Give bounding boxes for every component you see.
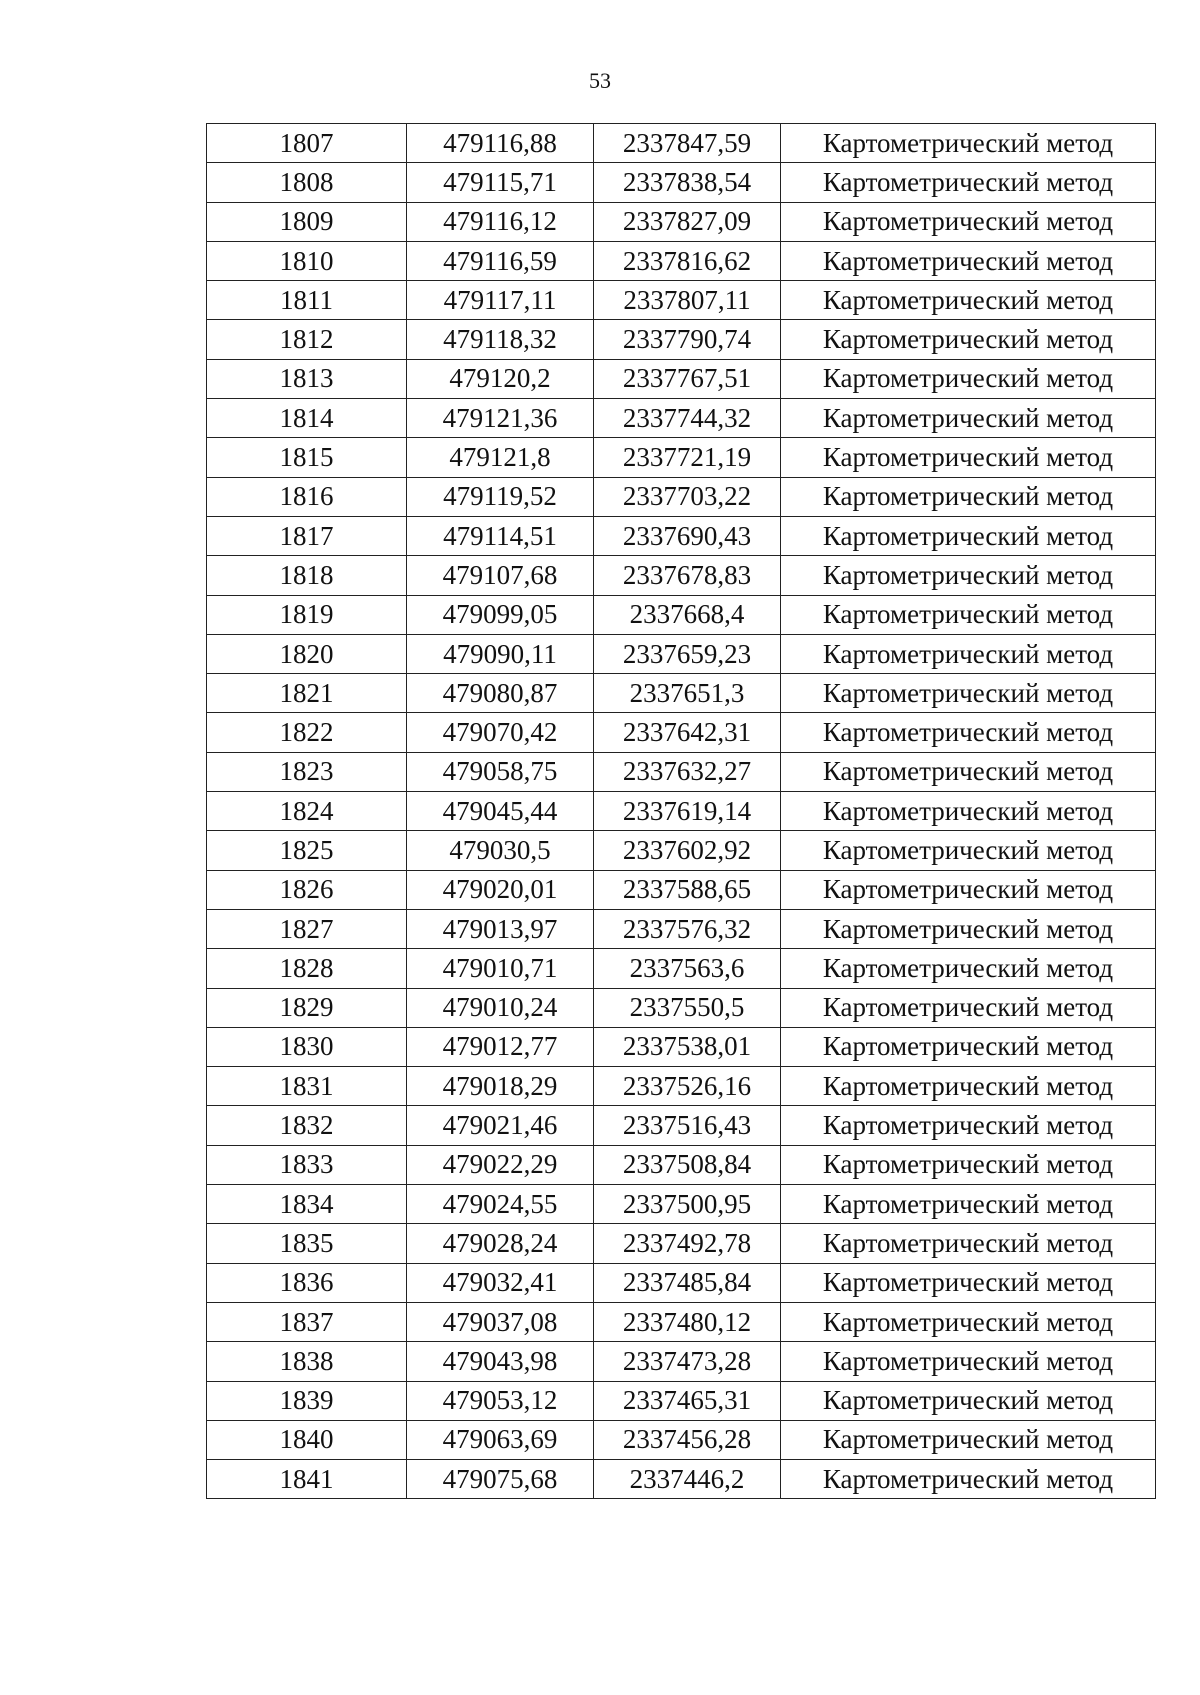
table-row [207,634,1156,673]
method-cell: Картометрический метод [781,831,1156,870]
point-number-cell: 1807 [207,124,407,163]
table-row [207,399,1156,438]
x-coordinate-cell: 479037,08 [407,1302,594,1341]
y-coordinate-cell: 2337632,27 [594,752,781,791]
x-coordinate-cell: 479119,52 [407,477,594,516]
table-row [207,320,1156,359]
x-coordinate-cell: 479021,46 [407,1106,594,1145]
method-cell: Картометрический метод [781,1263,1156,1302]
y-coordinate-cell: 2337659,23 [594,634,781,673]
x-coordinate-cell: 479012,77 [407,1027,594,1066]
table-row [207,909,1156,948]
y-coordinate-cell: 2337642,31 [594,713,781,752]
x-coordinate-cell: 479028,24 [407,1224,594,1263]
point-number-cell: 1831 [207,1067,407,1106]
table-row [207,241,1156,280]
method-cell: Картометрический метод [781,949,1156,988]
point-number-cell: 1826 [207,870,407,909]
x-coordinate-cell: 479022,29 [407,1145,594,1184]
method-cell: Картометрический метод [781,1420,1156,1459]
table-row [207,556,1156,595]
method-cell: Картометрический метод [781,320,1156,359]
method-cell: Картометрический метод [781,399,1156,438]
y-coordinate-cell: 2337668,4 [594,595,781,634]
point-number-cell: 1813 [207,359,407,398]
x-coordinate-cell: 479058,75 [407,752,594,791]
table-row [207,870,1156,909]
method-cell: Картометрический метод [781,1224,1156,1263]
table-row [207,477,1156,516]
x-coordinate-cell: 479080,87 [407,674,594,713]
y-coordinate-cell: 2337492,78 [594,1224,781,1263]
point-number-cell: 1839 [207,1381,407,1420]
method-cell: Картометрический метод [781,595,1156,634]
table-row [207,1460,1156,1499]
table-row [207,438,1156,477]
table-row [207,1185,1156,1224]
y-coordinate-cell: 2337446,2 [594,1460,781,1499]
method-cell: Картометрический метод [781,792,1156,831]
point-number-cell: 1832 [207,1106,407,1145]
point-number-cell: 1841 [207,1460,407,1499]
point-number-cell: 1808 [207,163,407,202]
table-row [207,1027,1156,1066]
method-cell: Картометрический метод [781,1381,1156,1420]
x-coordinate-cell: 479030,5 [407,831,594,870]
x-coordinate-cell: 479020,01 [407,870,594,909]
point-number-cell: 1819 [207,595,407,634]
method-cell: Картометрический метод [781,516,1156,555]
table-row [207,1145,1156,1184]
y-coordinate-cell: 2337619,14 [594,792,781,831]
table-row [207,1302,1156,1341]
y-coordinate-cell: 2337807,11 [594,281,781,320]
coordinates-table-body [207,124,1156,1499]
y-coordinate-cell: 2337480,12 [594,1302,781,1341]
y-coordinate-cell: 2337602,92 [594,831,781,870]
method-cell: Картометрический метод [781,1027,1156,1066]
x-coordinate-cell: 479090,11 [407,634,594,673]
y-coordinate-cell: 2337838,54 [594,163,781,202]
point-number-cell: 1809 [207,202,407,241]
x-coordinate-cell: 479121,8 [407,438,594,477]
method-cell: Картометрический метод [781,1145,1156,1184]
point-number-cell: 1816 [207,477,407,516]
x-coordinate-cell: 479118,32 [407,320,594,359]
x-coordinate-cell: 479075,68 [407,1460,594,1499]
point-number-cell: 1822 [207,713,407,752]
point-number-cell: 1812 [207,320,407,359]
method-cell: Картометрический метод [781,163,1156,202]
method-cell: Картометрический метод [781,477,1156,516]
table-row [207,988,1156,1027]
table-row [207,752,1156,791]
y-coordinate-cell: 2337538,01 [594,1027,781,1066]
x-coordinate-cell: 479010,24 [407,988,594,1027]
y-coordinate-cell: 2337703,22 [594,477,781,516]
method-cell: Картометрический метод [781,124,1156,163]
y-coordinate-cell: 2337767,51 [594,359,781,398]
table-row [207,949,1156,988]
y-coordinate-cell: 2337485,84 [594,1263,781,1302]
table-row [207,713,1156,752]
method-cell: Картометрический метод [781,674,1156,713]
table-row [207,1381,1156,1420]
table-row [207,202,1156,241]
point-number-cell: 1840 [207,1420,407,1459]
point-number-cell: 1820 [207,634,407,673]
y-coordinate-cell: 2337526,16 [594,1067,781,1106]
table-row [207,281,1156,320]
point-number-cell: 1817 [207,516,407,555]
table-row [207,1263,1156,1302]
table-row [207,1342,1156,1381]
point-number-cell: 1830 [207,1027,407,1066]
x-coordinate-cell: 479032,41 [407,1263,594,1302]
table-row [207,1106,1156,1145]
x-coordinate-cell: 479117,11 [407,281,594,320]
point-number-cell: 1810 [207,241,407,280]
method-cell: Картометрический метод [781,1106,1156,1145]
x-coordinate-cell: 479043,98 [407,1342,594,1381]
point-number-cell: 1833 [207,1145,407,1184]
x-coordinate-cell: 479010,71 [407,949,594,988]
point-number-cell: 1829 [207,988,407,1027]
y-coordinate-cell: 2337744,32 [594,399,781,438]
x-coordinate-cell: 479114,51 [407,516,594,555]
method-cell: Картометрический метод [781,556,1156,595]
point-number-cell: 1836 [207,1263,407,1302]
x-coordinate-cell: 479063,69 [407,1420,594,1459]
method-cell: Картометрический метод [781,359,1156,398]
method-cell: Картометрический метод [781,1067,1156,1106]
y-coordinate-cell: 2337508,84 [594,1145,781,1184]
x-coordinate-cell: 479070,42 [407,713,594,752]
method-cell: Картометрический метод [781,241,1156,280]
method-cell: Картометрический метод [781,1302,1156,1341]
x-coordinate-cell: 479120,2 [407,359,594,398]
table-row [207,595,1156,634]
x-coordinate-cell: 479121,36 [407,399,594,438]
method-cell: Картометрический метод [781,909,1156,948]
method-cell: Картометрический метод [781,202,1156,241]
x-coordinate-cell: 479099,05 [407,595,594,634]
x-coordinate-cell: 479053,12 [407,1381,594,1420]
x-coordinate-cell: 479018,29 [407,1067,594,1106]
method-cell: Картометрический метод [781,988,1156,1027]
method-cell: Картометрический метод [781,438,1156,477]
y-coordinate-cell: 2337678,83 [594,556,781,595]
x-coordinate-cell: 479107,68 [407,556,594,595]
x-coordinate-cell: 479024,55 [407,1185,594,1224]
method-cell: Картометрический метод [781,634,1156,673]
point-number-cell: 1823 [207,752,407,791]
y-coordinate-cell: 2337563,6 [594,949,781,988]
method-cell: Картометрический метод [781,870,1156,909]
y-coordinate-cell: 2337456,28 [594,1420,781,1459]
table-row [207,792,1156,831]
point-number-cell: 1828 [207,949,407,988]
point-number-cell: 1838 [207,1342,407,1381]
x-coordinate-cell: 479116,88 [407,124,594,163]
y-coordinate-cell: 2337550,5 [594,988,781,1027]
table-row [207,1067,1156,1106]
point-number-cell: 1837 [207,1302,407,1341]
table-row [207,831,1156,870]
point-number-cell: 1818 [207,556,407,595]
page-number: 53 [589,68,611,93]
x-coordinate-cell: 479045,44 [407,792,594,831]
y-coordinate-cell: 2337690,43 [594,516,781,555]
point-number-cell: 1811 [207,281,407,320]
y-coordinate-cell: 2337790,74 [594,320,781,359]
x-coordinate-cell: 479116,12 [407,202,594,241]
x-coordinate-cell: 479115,71 [407,163,594,202]
method-cell: Картометрический метод [781,1342,1156,1381]
y-coordinate-cell: 2337465,31 [594,1381,781,1420]
y-coordinate-cell: 2337816,62 [594,241,781,280]
y-coordinate-cell: 2337651,3 [594,674,781,713]
y-coordinate-cell: 2337588,65 [594,870,781,909]
y-coordinate-cell: 2337576,32 [594,909,781,948]
table-row [207,674,1156,713]
coordinates-table [206,123,1156,1499]
y-coordinate-cell: 2337500,95 [594,1185,781,1224]
table-row [207,1224,1156,1263]
table-row [207,163,1156,202]
table-row [207,124,1156,163]
point-number-cell: 1821 [207,674,407,713]
table-row [207,1420,1156,1459]
method-cell: Картометрический метод [781,713,1156,752]
point-number-cell: 1814 [207,399,407,438]
x-coordinate-cell: 479013,97 [407,909,594,948]
point-number-cell: 1824 [207,792,407,831]
method-cell: Картометрический метод [781,752,1156,791]
method-cell: Картометрический метод [781,281,1156,320]
table-row [207,516,1156,555]
y-coordinate-cell: 2337473,28 [594,1342,781,1381]
y-coordinate-cell: 2337827,09 [594,202,781,241]
y-coordinate-cell: 2337847,59 [594,124,781,163]
table-row [207,359,1156,398]
point-number-cell: 1835 [207,1224,407,1263]
y-coordinate-cell: 2337721,19 [594,438,781,477]
y-coordinate-cell: 2337516,43 [594,1106,781,1145]
method-cell: Картометрический метод [781,1185,1156,1224]
point-number-cell: 1825 [207,831,407,870]
point-number-cell: 1834 [207,1185,407,1224]
x-coordinate-cell: 479116,59 [407,241,594,280]
point-number-cell: 1827 [207,909,407,948]
point-number-cell: 1815 [207,438,407,477]
method-cell: Картометрический метод [781,1460,1156,1499]
